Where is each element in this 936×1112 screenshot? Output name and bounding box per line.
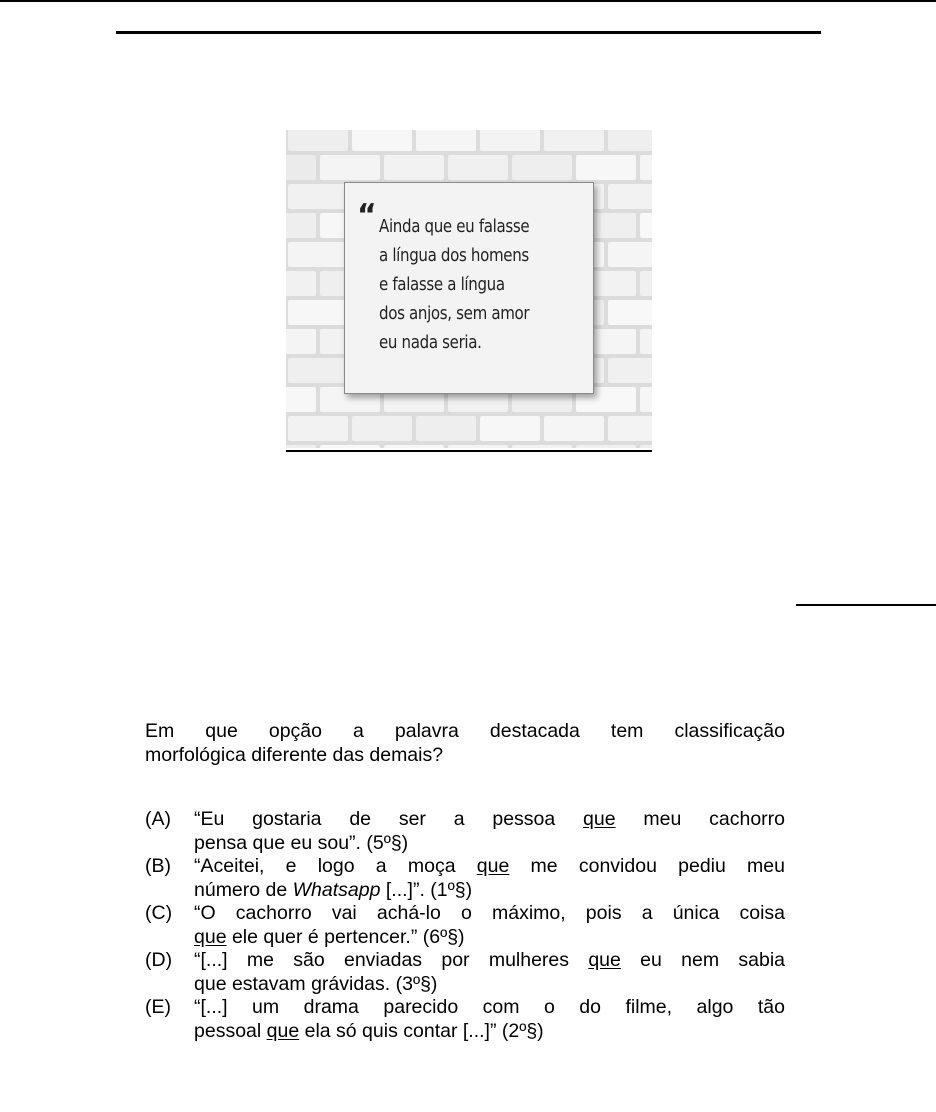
wall-brick	[416, 416, 476, 441]
italic-word: Whatsapp	[292, 878, 381, 901]
wall-brick	[352, 130, 412, 151]
wall-brick	[512, 445, 572, 448]
open-quote-mark: “	[357, 198, 377, 233]
option-letter: (C)	[145, 902, 173, 924]
wall-brick	[320, 445, 380, 448]
quote-text	[379, 213, 560, 358]
wall-brick	[448, 445, 508, 448]
option-text: pensa que eu sou”. (5º§)	[194, 831, 409, 854]
wall-brick	[288, 130, 348, 151]
option-text: “Eu gostaria de ser a pessoa	[194, 808, 584, 830]
highlighted-word: que	[266, 1019, 300, 1042]
wall-brick	[286, 387, 316, 412]
wall-brick	[640, 155, 652, 180]
option-text: “[...] me são enviadas por mulheres	[194, 949, 589, 971]
option-text: ele quer é pertencer.” (6º§)	[226, 925, 465, 948]
option-letter: (B)	[145, 855, 171, 877]
wall-brick	[640, 329, 652, 354]
highlighted-word: que	[476, 855, 510, 877]
wall-brick	[608, 416, 652, 441]
option-text: que estavam grávidas. (3º§)	[194, 972, 438, 995]
option-text: eu nem sabia	[620, 949, 785, 971]
wall-brick	[640, 213, 652, 238]
quote-card	[344, 182, 594, 394]
wall-brick	[608, 184, 652, 209]
quote-line: e falasse a língua	[379, 275, 505, 295]
quote-line: dos anjos, sem amor	[379, 304, 530, 324]
option-letter: (E)	[145, 996, 171, 1018]
header-rule	[116, 31, 821, 34]
option-text: “[...] um drama parecido com o do filme, algo tão	[194, 996, 785, 1018]
option-text: pessoal	[194, 1019, 267, 1042]
wall-brick	[416, 130, 476, 151]
option-text: me convidou pediu meu	[509, 855, 785, 877]
quote-figure	[286, 130, 652, 448]
wall-brick	[640, 445, 652, 448]
option-text: [...]”. (1º§)	[380, 878, 473, 901]
option-text: meu cachorro	[615, 808, 785, 830]
wall-brick	[286, 445, 316, 448]
wall-brick	[384, 155, 444, 180]
wall-brick	[320, 155, 380, 180]
option-c[interactable]	[145, 902, 785, 949]
wall-brick	[286, 271, 316, 296]
wall-brick	[608, 242, 652, 267]
quote-line: Ainda que eu falasse	[379, 217, 530, 237]
option-text: ela só quis contar [...]” (2º§)	[299, 1019, 544, 1042]
option-text: “Aceitei, e logo a moça	[194, 855, 477, 877]
wall-brick	[288, 242, 348, 267]
top-border	[0, 0, 936, 2]
wall-brick	[608, 130, 652, 151]
wall-brick	[480, 130, 540, 151]
option-text: “O cachorro vai achá-lo o máximo, pois a única coisa	[194, 902, 785, 924]
question-stem	[145, 719, 785, 767]
highlighted-word: que	[583, 808, 616, 830]
wall-brick	[288, 184, 348, 209]
question-line: Em que opção a palavra destacada tem classificação	[145, 720, 785, 742]
wall-brick	[448, 155, 508, 180]
wall-brick	[288, 300, 348, 325]
quote-line: a língua dos homens	[379, 246, 529, 266]
wall-brick	[352, 416, 412, 441]
wall-brick	[288, 358, 348, 383]
wall-brick	[286, 329, 316, 354]
answer-options	[145, 808, 785, 1043]
question-line: morfológica diferente das demais?	[145, 744, 444, 766]
option-b[interactable]	[145, 855, 785, 902]
wall-brick	[286, 155, 316, 180]
wall-brick	[608, 358, 652, 383]
figure-underline	[286, 450, 652, 452]
wall-brick	[480, 416, 540, 441]
wall-brick	[640, 387, 652, 412]
wall-brick	[384, 445, 444, 448]
side-rule	[796, 604, 936, 606]
wall-brick	[286, 213, 316, 238]
option-letter: (A)	[145, 808, 171, 830]
option-text: número de	[194, 878, 293, 901]
option-e[interactable]	[145, 996, 785, 1043]
option-a[interactable]	[145, 808, 785, 855]
wall-brick	[512, 155, 572, 180]
wall-brick	[608, 300, 652, 325]
wall-brick	[544, 130, 604, 151]
highlighted-word: que	[588, 949, 621, 971]
option-letter: (D)	[145, 949, 173, 971]
wall-brick	[544, 416, 604, 441]
quote-line: eu nada seria.	[379, 333, 482, 353]
wall-brick	[288, 416, 348, 441]
wall-brick	[640, 271, 652, 296]
option-d[interactable]	[145, 949, 785, 996]
wall-brick	[576, 155, 636, 180]
wall-brick	[576, 445, 636, 448]
highlighted-word: que	[194, 925, 227, 948]
